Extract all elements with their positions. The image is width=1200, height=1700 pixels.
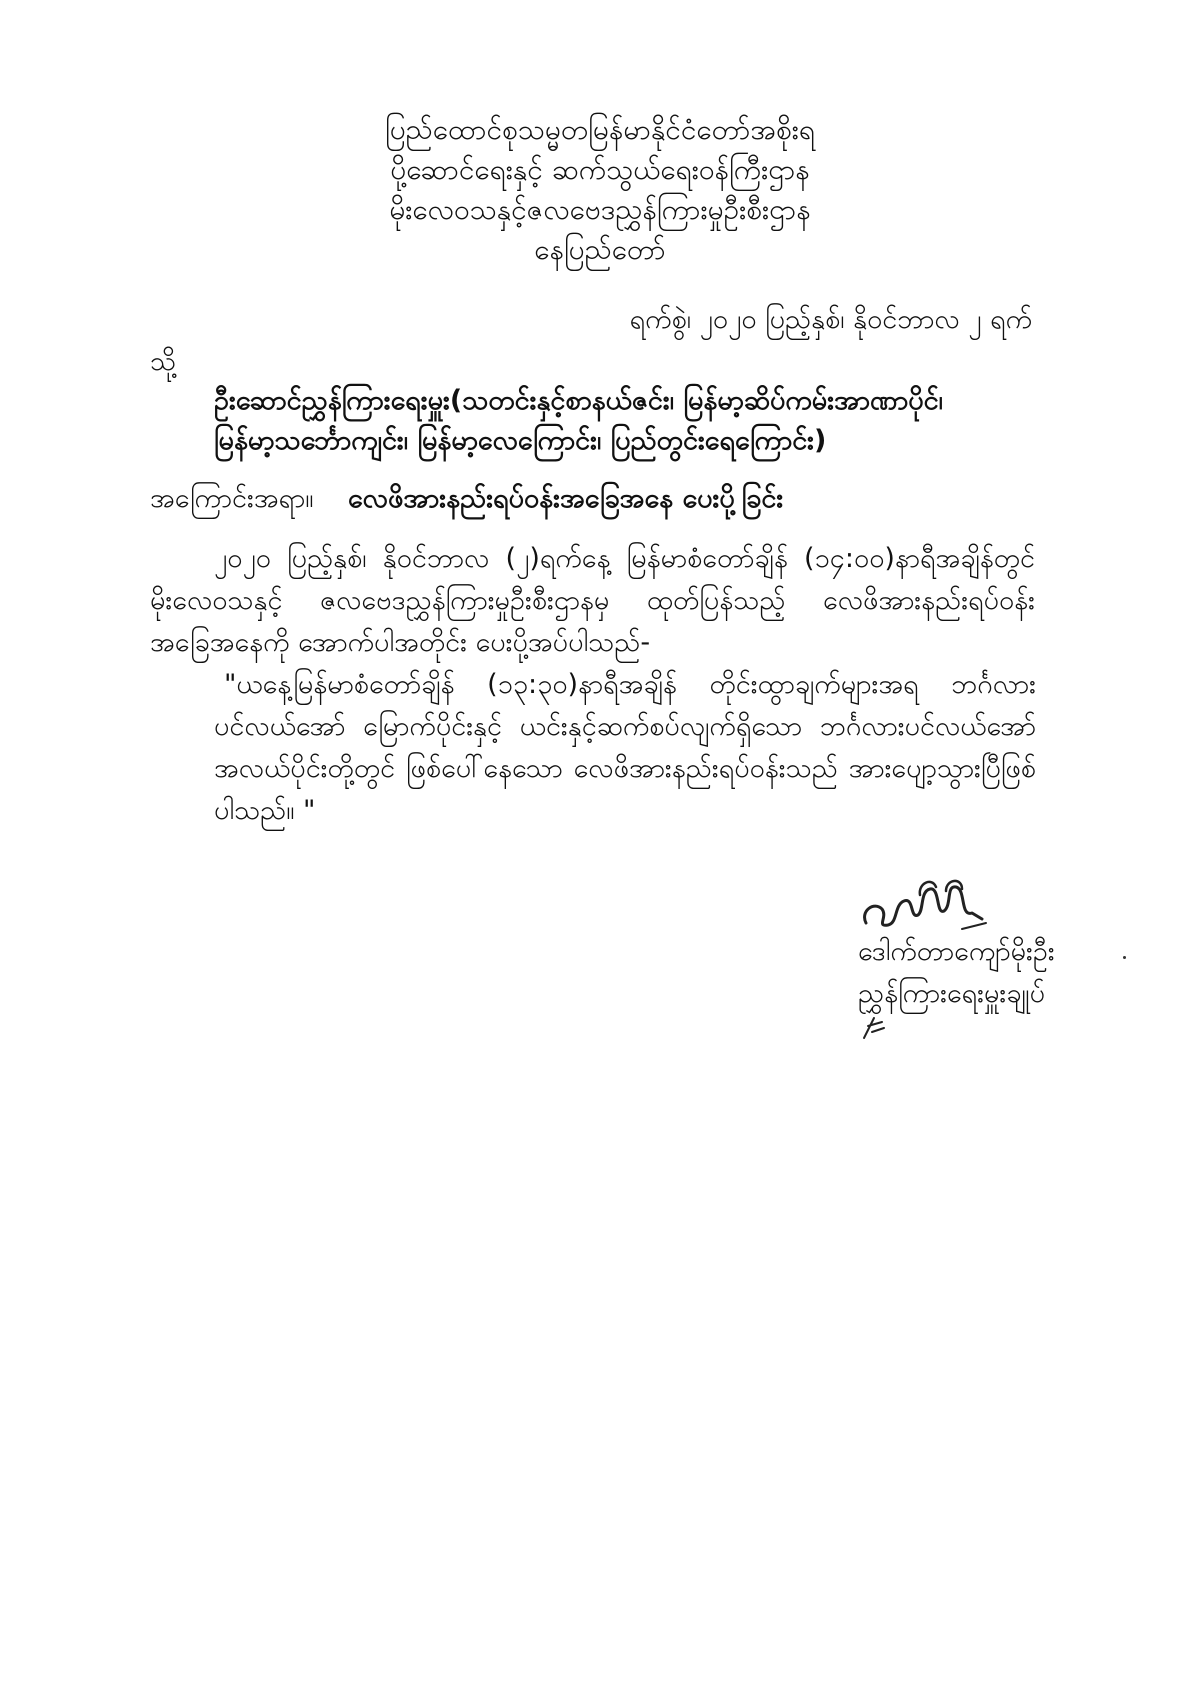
subject-label: အကြောင်းအရာ။ [150,483,314,514]
body-paragraph: ၂၀၂၀ ပြည့်နှစ်၊ နိုဝင်ဘာလ (၂)ရက်နေ့ မြန်မာစံတော်ချိန် (၁၄:၀၀)နာရီအချိန်တွင် မိုးလေဝသနှင့် ဇလဗေဒညွှန်ကြားမှုဦးစီးဌာနမှ ထုတ်ပြန်သည့် လေဖိအားနည်းရပ်ဝန်းအခြေအနေကို အောက်ပါအတိုင်း ပေးပို့အပ်ပါသည်- [150,543,1035,658]
header-ministry: ပို့ဆောင်ရေးနှင့် ဆက်သွယ်ရေးဝန်ကြီးဌာန [390,153,810,186]
subject-text: လေဖိအားနည်းရပ်ဝန်းအခြေအနေ ပေးပို့ခြင်း [348,483,784,514]
stray-mark [1123,956,1126,959]
initial-mark [860,1012,888,1042]
signatory-title: ညွှန်ကြားရေးမှူးချုပ် [858,978,1046,1009]
header-city: နေပြည်တော် [534,233,666,266]
signature [858,875,988,935]
header-government: ပြည်ထောင်စုသမ္မတမြန်မာနိုင်ငံတော်အစိုးရ [385,113,815,146]
quote-paragraph: "ယနေ့မြန်မာစံတော်ချိန် (၁၃:၃၀)နာရီအချိန် တိုင်းထွာချက်များအရ ဘင်္ဂလားပင်လယ်အော် မြောက်ပိုင်းနှင့် ယင်းနှင့်ဆက်စပ်လျက်ရှိသော ဘင်္ဂလားပင်လယ်အော်အလယ်ပိုင်းတို့တွင် ဖြစ်ပေါ်နေသော လေဖိအားနည်းရပ်ဝန်းသည် အားပျော့သွားပြီဖြစ်ပါသည်။ " [214,669,1036,826]
recipient-line-2: မြန်မာ့သင်္ဘောကျင်း၊ မြန်မာ့လေကြောင်း၊ ပြည်တွင်းရေကြောင်း) [214,425,827,456]
recipient-line-1: ဦးဆောင်ညွှန်ကြားရေးမှူး(သတင်းနှင့်စာနယ်ဇင်း၊ မြန်မာ့ဆိပ်ကမ်းအာဏာပိုင်၊ [214,385,943,416]
recipient-label: သို့ [150,346,177,377]
signatory-name: ဒေါက်တာကျော်မိုးဦး [858,936,1055,967]
date-line: ရက်စွဲ၊ ၂၀၂၀ ပြည့်နှစ်၊ နိုဝင်ဘာလ ၂ ရက် [629,304,1032,335]
header-department: မိုးလေဝသနှင့်ဇလဗေဒညွှန်ကြားမှုဦးစီးဌာန [389,193,811,226]
